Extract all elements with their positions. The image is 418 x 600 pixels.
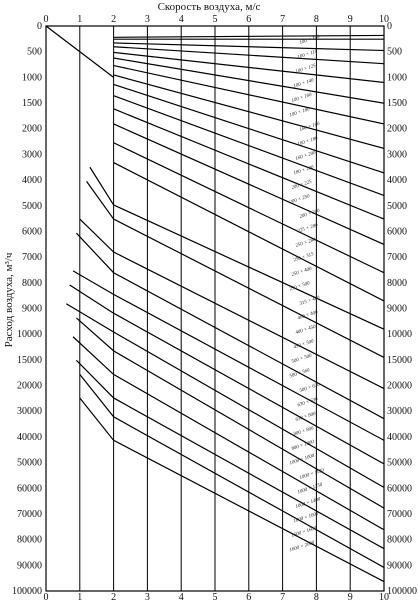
x-tick-bottom-9: 9 <box>347 592 353 600</box>
y-tick-right-60000: 60000 <box>387 483 412 495</box>
series-label-33: 1000 × 1600 <box>293 511 320 525</box>
y-tick-left-7000: 7000 <box>22 252 42 264</box>
series-label-31: 1000 × 1250 <box>297 482 324 496</box>
y-tick-left-20000: 20000 <box>17 380 42 392</box>
y-tick-right-90000: 90000 <box>387 560 412 572</box>
y-tick-left-60000: 60000 <box>17 483 42 495</box>
y-tick-right-70000: 70000 <box>387 508 412 520</box>
series-label-24: 500 × 630 <box>299 382 321 394</box>
series-label-16: 250 × 400 <box>291 266 313 278</box>
series-label-25: 630 × 630 <box>297 397 319 409</box>
y-tick-right-4000: 4000 <box>387 175 407 187</box>
y-tick-right-0: 0 <box>387 21 392 32</box>
y-tick-right-80000: 80000 <box>387 534 412 546</box>
x-tick-bottom-3: 3 <box>144 592 150 600</box>
y-tick-right-15000: 15000 <box>387 354 412 366</box>
y-tick-left-70000: 70000 <box>17 508 42 520</box>
x-tick-bottom-4: 4 <box>178 592 184 600</box>
y-tick-left-80000: 80000 <box>17 534 42 546</box>
series-label-11: 200 × 250 <box>289 194 311 206</box>
series-label-3: 100 × 140 <box>293 78 315 90</box>
y-tick-right-1500: 1500 <box>387 98 407 110</box>
grid <box>46 26 384 591</box>
x-tick-top-8: 8 <box>313 14 319 25</box>
series-line-19 <box>70 285 384 467</box>
series-label-1: 100 × 110 <box>297 49 319 61</box>
series-label-2: 100 × 125 <box>295 63 317 75</box>
chart-title: Скорость воздуха, м/с <box>157 1 261 13</box>
y-tick-left-100000: 100000 <box>12 586 42 597</box>
x-tick-bottom-8: 8 <box>313 592 319 600</box>
y-tick-left-3000: 3000 <box>22 149 42 161</box>
series-label-27: 800 × 800 <box>293 426 315 438</box>
series-label-20: 400 × 450 <box>295 324 317 336</box>
y-tick-right-50000: 50000 <box>387 457 412 469</box>
y-tick-left-10000: 10000 <box>17 329 42 341</box>
x-tick-top-0: 0 <box>43 14 49 25</box>
series-label-28: 800 × 1000 <box>291 439 315 452</box>
y-tick-right-3000: 3000 <box>387 149 407 161</box>
x-tick-top-6: 6 <box>246 14 252 25</box>
series-line-24 <box>80 374 384 567</box>
series-line-21 <box>76 318 384 508</box>
series-line-16 <box>80 219 384 388</box>
y-tick-right-30000: 30000 <box>387 406 412 418</box>
series-line-18 <box>73 271 384 441</box>
x-tick-bottom-0: 0 <box>43 592 49 600</box>
series-label-8: 160 × 200 <box>295 150 317 162</box>
series-label-26: 630 × 800 <box>295 411 317 423</box>
series-label-0: 100 × 100 <box>299 34 321 46</box>
y-tick-left-1500: 1500 <box>22 98 42 110</box>
y-tick-left-15000: 15000 <box>17 354 42 366</box>
series-label-13: 225 × 280 <box>297 223 319 235</box>
y-tick-left-8000: 8000 <box>22 277 42 289</box>
y-tick-right-5000: 5000 <box>387 200 407 212</box>
series-label-21: 450 × 500 <box>293 339 315 351</box>
x-tick-bottom-10: 10 <box>379 592 389 600</box>
y-tick-right-2000: 2000 <box>387 123 407 135</box>
series-label-7: 160 × 180 <box>297 136 319 148</box>
series-label-9: 180 × 200 <box>293 165 315 177</box>
series-label-35: 1600 × 2000 <box>289 540 316 554</box>
series-line-23 <box>76 360 384 548</box>
series-line-25 <box>80 398 384 582</box>
y-tick-left-5000: 5000 <box>22 200 42 212</box>
y-tick-left-90000: 90000 <box>17 560 42 572</box>
y-tick-right-7000: 7000 <box>387 252 407 264</box>
x-tick-bottom-7: 7 <box>280 592 286 600</box>
y-tick-right-40000: 40000 <box>387 431 412 443</box>
y-tick-left-30000: 30000 <box>17 406 42 418</box>
y-tick-right-1000: 1000 <box>387 72 407 84</box>
x-tick-top-1: 1 <box>77 14 83 25</box>
series-label-10: 200 × 225 <box>291 179 313 191</box>
series-label-30: 1000 × 1120 <box>299 468 325 481</box>
y-tick-right-6000: 6000 <box>387 226 407 238</box>
x-tick-top-4: 4 <box>178 14 184 25</box>
x-tick-top-10: 10 <box>379 14 389 25</box>
y-tick-left-500: 500 <box>27 46 42 58</box>
x-tick-top-2: 2 <box>111 14 117 25</box>
series-label-15: 250 × 315 <box>293 252 315 264</box>
x-tick-bottom-6: 6 <box>246 592 252 600</box>
series-label-32: 1000 × 1400 <box>295 497 322 510</box>
x-tick-top-5: 5 <box>212 14 218 25</box>
y-tick-right-20000: 20000 <box>387 380 412 392</box>
series-label-6: 160 × 160 <box>299 121 321 133</box>
series-label-17: 250 × 500 <box>289 281 311 293</box>
y-tick-right-8000: 8000 <box>387 277 407 289</box>
series-label-14: 250 × 280 <box>295 237 317 249</box>
y-tick-left-4000: 4000 <box>22 175 42 187</box>
series-line-17 <box>76 233 384 419</box>
y-tick-left-6000: 6000 <box>22 226 42 238</box>
series-label-19: 400 × 400 <box>297 310 319 322</box>
y-tick-right-9000: 9000 <box>387 303 407 315</box>
x-tick-top-7: 7 <box>280 14 286 25</box>
y-tick-left-50000: 50000 <box>17 457 42 469</box>
x-tick-bottom-2: 2 <box>111 592 117 600</box>
y-tick-right-10000: 10000 <box>387 329 412 341</box>
y-tick-right-100000: 100000 <box>387 586 417 597</box>
y-tick-left-9000: 9000 <box>22 303 42 315</box>
x-tick-top-9: 9 <box>347 14 353 25</box>
series-label-23: 500 × 560 <box>289 368 311 380</box>
y-tick-left-1000: 1000 <box>22 72 42 84</box>
x-tick-bottom-1: 1 <box>77 592 83 600</box>
series-label-18: 315 × 400 <box>299 295 321 307</box>
y-tick-left-2000: 2000 <box>22 123 42 135</box>
series-line-15 <box>87 181 384 357</box>
y-tick-left-40000: 40000 <box>17 431 42 443</box>
series-label-34: 1600 × 1600 <box>291 526 318 539</box>
series-label-4: 100 × 160 <box>291 92 313 104</box>
x-tick-top-3: 3 <box>144 14 150 25</box>
series-label-22: 500 × 500 <box>291 353 313 365</box>
y-axis-label: Расход воздуха, м³/ч <box>3 252 15 348</box>
y-tick-left-0: 0 <box>37 21 42 32</box>
y-tick-right-500: 500 <box>387 46 402 58</box>
series-label-29: 1000 × 1000 <box>289 453 316 467</box>
series-label-12: 200 × 280 <box>299 208 321 220</box>
series-label-5: 100 × 180 <box>289 107 311 119</box>
x-tick-bottom-5: 5 <box>212 592 218 600</box>
